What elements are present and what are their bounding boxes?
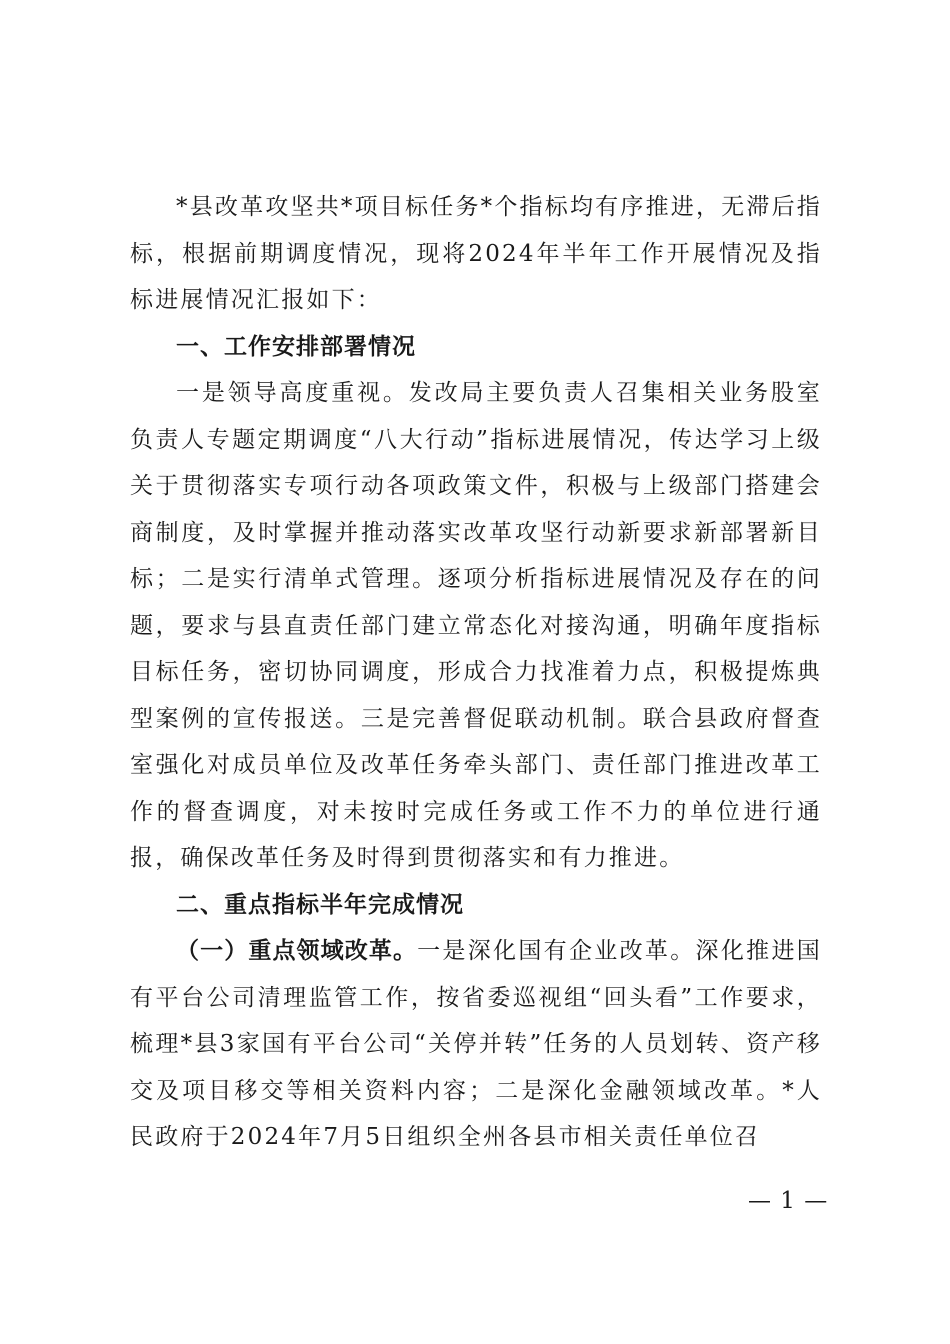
- document-body: [130, 184, 822, 1161]
- page-number: — 1 —: [748, 1188, 829, 1214]
- subsection-1-title: （一）重点领域改革。: [176, 938, 418, 964]
- section-2-paragraph: [130, 928, 822, 1161]
- section-2-heading: 二、重点指标半年完成情况: [176, 891, 464, 918]
- section-1-heading: 一、工作安排部署情况: [176, 333, 416, 360]
- subsection-1-body: 一是深化国有企业改革。深化推进国有平台公司清理监管工作，按省委巡视组“回头看”工作要求，梳理*县3家国有平台公司“关停并转”任务的人员划转、资产移交及项目移交等相关资料内容；二是深化金融领域改革。*人民政府于2024年7月5日组织全州各县市相关责任单位召: [130, 938, 823, 1150]
- section-1-paragraph: 一是领导高度重视。发改局主要负责人召集相关业务股室负责人专题定期调度“八大行动”指标进展情况，传达学习上级关于贯彻落实专项行动各项政策文件，积极与上级部门搭建会商制度，及时掌握并推动落实改革攻坚行动新要求新部署新目标；二是实行清单式管理。逐项分析指标进展情况及存在的问题，要求与县直责任部门建立常态化对接沟通，明确年度指标目标任务，密切协同调度，形成合力找准着力点，积极提炼典型案例的宣传报送。三是完善督促联动机制。联合县政府督查室强化对成员单位及改革任务牵头部门、责任部门推进改革工作的督查调度，对未按时完成任务或工作不力的单位进行通报，确保改革任务及时得到贯彻落实和有力推进。: [130, 380, 822, 871]
- intro-paragraph: *县改革攻坚共*项目标任务*个指标均有序推进，无滞后指标，根据前期调度情况，现将2024年半年工作开展情况及指标进展情况汇报如下：: [130, 194, 822, 313]
